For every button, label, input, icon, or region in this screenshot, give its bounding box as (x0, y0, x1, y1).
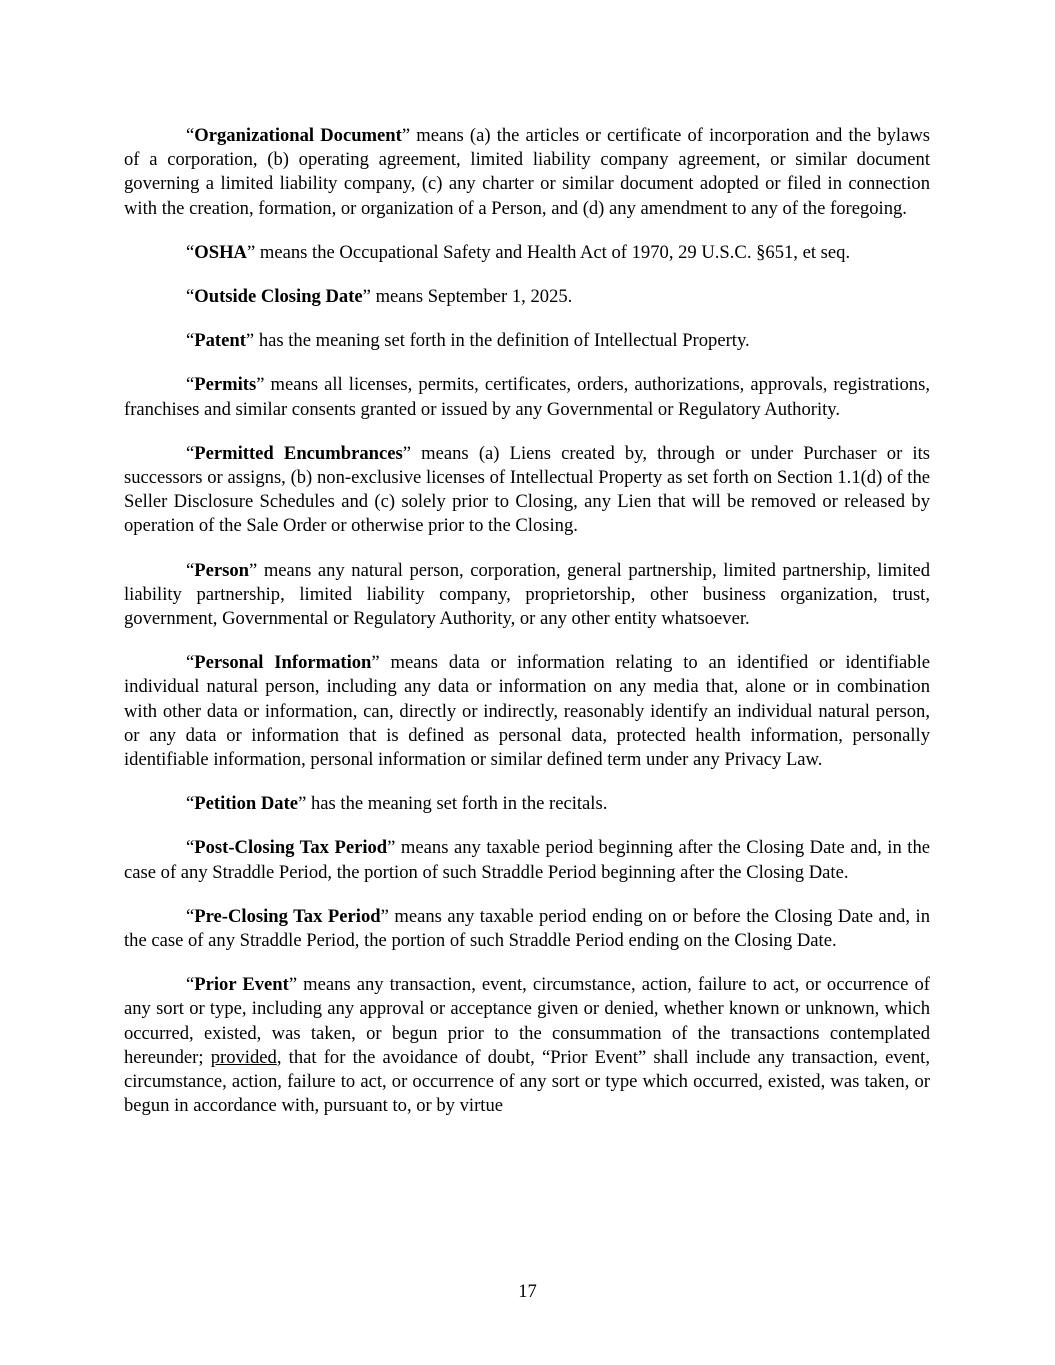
definition-text: means data or information relating to an identified or identifiable individual natural person, including any data or information on any media that, alone or in combination with other data or information, can, directly or indirectly, reasonably identify an individual natural person, or any data or information that is defined as personal data, protected health information, personally identifiable information, personal information or similar defined term under any Privacy Law. (124, 652, 930, 771)
defined-term: Person (194, 559, 250, 581)
defined-term: Patent (194, 330, 246, 352)
close-quote: ” (288, 974, 298, 996)
definition-text: means the Occupational Safety and Health Act of 1970, 29 U.S.C. §651, et seq. (255, 241, 851, 263)
close-quote: ” (371, 652, 380, 674)
definition-pre-closing-tax-period (124, 905, 930, 953)
definition-patent (124, 329, 930, 353)
open-quote: “ (186, 286, 195, 308)
open-quote: “ (186, 442, 195, 464)
defined-term: Prior Event (194, 974, 289, 996)
defined-term: OSHA (194, 241, 247, 263)
close-quote: ” (380, 905, 389, 927)
definition-petition-date (124, 792, 930, 816)
open-quote: “ (186, 905, 195, 927)
definition-prior-event (124, 973, 930, 1118)
defined-term: Permits (194, 374, 257, 396)
open-quote: “ (186, 330, 195, 352)
definition-text: means (a) the articles or certificate of incorporation and the bylaws of a corporation, (b) operating agreement, limited liability company agreement, or similar document governing a limited liability company, (c) any charter or similar document adopted or filed in connection with the creation, formation, or organization of a Person, and (d) any amendment to any of the foregoing. (124, 125, 930, 219)
open-quote: “ (186, 793, 195, 815)
open-quote: “ (186, 837, 195, 859)
defined-term: Personal Information (194, 652, 372, 674)
definition-text: means any taxable period ending on or before the Closing Date and, in the case of any Straddle Period, the portion of such Straddle Period ending on the Closing Date. (124, 905, 930, 952)
definition-text: means any natural person, corporation, general partnership, limited partnership, limited liability partnership, limited liability company, proprietorship, other business organization, trust, government, Governmental or Regulatory Authority, or any other entity whatsoever. (124, 559, 930, 630)
close-quote: ” (298, 793, 307, 815)
defined-term: Outside Closing Date (194, 286, 363, 308)
close-quote: ” (401, 125, 411, 146)
definition-post-closing-tax-period (124, 836, 930, 884)
close-quote: ” (246, 241, 256, 263)
defined-term: Organizational Document (194, 125, 402, 146)
definition-text: means all licenses, permits, certificates, orders, authorizations, approvals, registrations, franchises and similar consents granted or issued by any Governmental or Regulatory Authority. (124, 374, 930, 420)
definition-osha (124, 241, 930, 265)
defined-term: Petition Date (194, 793, 299, 815)
definition-text: means any taxable period beginning after the Closing Date and, in the case of any Straddle Period, the portion of such Straddle Period beginning after the Closing Date. (124, 837, 930, 883)
close-quote: ” (387, 837, 396, 859)
definition-person (124, 559, 930, 632)
definition-text: means September 1, 2025. (370, 286, 573, 308)
definition-personal-information (124, 651, 930, 772)
close-quote: ” (256, 374, 265, 396)
close-quote: ” (402, 442, 411, 464)
definition-text-continued: , that for the avoidance of doubt, “Prior Event” shall include any transaction, event, circumstance, action, failure to act, or occurrence of any sort or type which occurred, existed, was taken, or begun in accordance with, pursuant to, or by virtue (124, 1046, 930, 1117)
close-quote: ” (245, 330, 255, 352)
close-quote: ” (249, 559, 258, 581)
open-quote: “ (186, 974, 195, 996)
defined-term: Post-Closing Tax Period (194, 837, 388, 859)
definition-text: means any transaction, event, circumstance, action, failure to act, or occurrence of any sort or type, including any approval or acceptance given or denied, whether known or unknown, which occurred, existed, was taken, or begun prior to the consummation of the transactions contemplated hereunder; (124, 974, 930, 1068)
document-page (124, 124, 930, 1139)
close-quote: ” (362, 286, 371, 308)
provided-underlined-word: provided (210, 1046, 277, 1068)
definition-text: means (a) Liens created by, through or under Purchaser or its successors or assigns, (b) non-exclusive licenses of Intellectual Property as set forth on Section 1.1(d) of the Seller Disclosure Schedules and (c) solely prior to Closing, any Lien that will be removed or released by operation of the Sale Order or otherwise prior to the Closing. (124, 442, 930, 537)
definition-outside-closing-date (124, 285, 930, 309)
definition-permits (124, 373, 930, 421)
open-quote: “ (186, 652, 195, 674)
definition-text: has the meaning set forth in the definition of Intellectual Property. (254, 330, 750, 352)
defined-term: Pre-Closing Tax Period (194, 905, 381, 927)
open-quote: “ (186, 374, 195, 396)
open-quote: “ (186, 559, 195, 581)
definition-text: has the meaning set forth in the recitals. (306, 793, 608, 815)
open-quote: “ (186, 125, 195, 146)
definition-permitted-encumbrances (124, 442, 930, 539)
page-number: 17 (518, 1281, 537, 1302)
defined-term: Permitted Encumbrances (194, 442, 403, 464)
open-quote: “ (186, 241, 195, 263)
definition-organizational-document (124, 124, 930, 221)
